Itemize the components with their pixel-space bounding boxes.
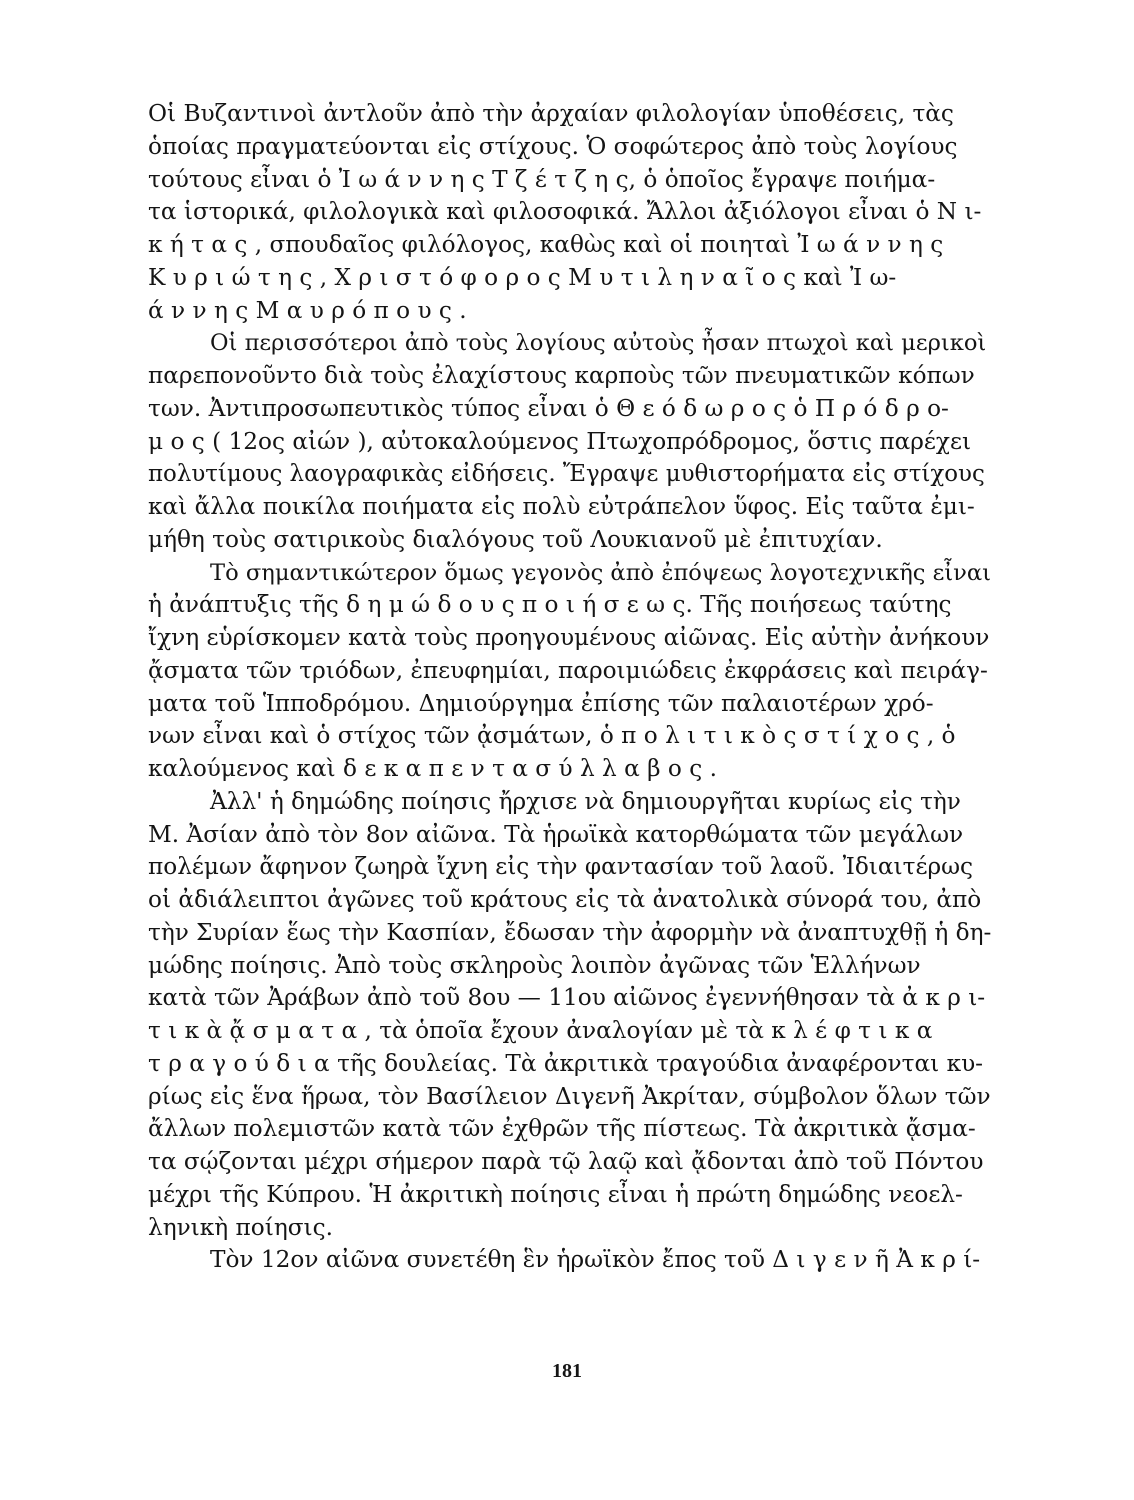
text-line: τ ι κ ὰ ᾄ σ μ α τ α , τὰ ὁποῖα ἔχουν ἀναλογίαν μὲ τὰ κ λ έ φ τ ι κ α [148,1017,933,1044]
text-line: καὶ ἄλλα ποικίλα ποιήματα εἰς πολὺ εὐτράπελον ὕφος. Εἰς ταῦτα ἐμι- [148,493,975,520]
body-text [148,98,992,1277]
text-line: ὁποίας πραγματεύονται εἰς στίχους. Ὁ σοφώτερος ἀπὸ τοὺς λογίους [148,132,958,160]
text-line: οἱ ἀδιάλειπτοι ἀγῶνες τοῦ κράτους εἰς τὰ ἀνατολικὰ σύνορά του, ἀπὸ [148,886,982,913]
text-line: ᾄσματα τῶν τριόδων, ἐπευφημίαι, παροιμιώδεις ἐκφράσεις καὶ πειράγ- [148,656,988,684]
text-line: ἡ ἀνάπτυξις τῆς δ η μ ώ δ ο υ ς π ο ι ή σ ε ω ς. Τῆς ποιήσεως ταύτης [148,591,952,619]
text-line: τα σῴζονται μέχρι σήμερον παρὰ τῷ λαῷ καὶ ᾄδονται ἀπὸ τοῦ Πόντου [148,1148,984,1175]
text-line: τὴν Συρίαν ἕως τὴν Κασπίαν, ἔδωσαν τὴν ἀφορμὴν νὰ ἀναπτυχθῇ ἡ δη- [148,918,992,946]
text-line: Κ υ ρ ι ώ τ η ς , Χ ρ ι σ τ ό φ ο ρ ο ς Μ υ τ ι λ η ν α ῖ ο ς καὶ Ἰ ω- [148,263,897,291]
text-line: τούτους εἶναι ὁ Ἰ ω ά ν ν η ς Τ ζ έ τ ζ η ς, ὁ ὁποῖος ἔγραψε ποιήμα- [148,165,936,193]
text-line: τα ἱστορικά, φιλολογικὰ καὶ φιλοσοφικά. Ἄλλοι ἀξιόλογοι εἶναι ὁ Ν ι- [148,198,982,226]
text-line: καλούμενος καὶ δ ε κ α π ε ν τ α σ ύ λ λ α β ο ς . [148,755,717,782]
text-line: κατὰ τῶν Ἀράβων ἀπὸ τοῦ 8ου — 11ου αἰῶνος ἐγεννήθησαν τὰ ἀ κ ρ ι- [148,984,986,1012]
text-line: των. Ἀντιπροσωπευτικὸς τύπος εἶναι ὁ Θ ε ό δ ω ρ ο ς ὁ Π ρ ό δ ρ ο- [148,394,949,422]
text-line: Οἱ Βυζαντινοὶ ἀντλοῦν ἀπὸ τὴν ἀρχαίαν φιλολογίαν ὑποθέσεις, τὰς [148,100,954,127]
text-line: Μ. Ἀσίαν ἀπὸ τὸν 8ον αἰῶνα. Τὰ ἡρωϊκὰ κατορθώματα τῶν μεγάλων [148,820,964,848]
text-line: μώδης ποίησις. Ἀπὸ τοὺς σκληροὺς λοιπὸν ἀγῶνας τῶν Ἑλλήνων [148,951,921,979]
text-line: πολέμων ἄφηνον ζωηρὰ ἴχνη εἰς τὴν φαντασίαν τοῦ λαοῦ. Ἰδιαιτέρως [148,853,974,881]
text-line: Οἱ περισσότεροι ἀπὸ τοὺς λογίους αὐτοὺς ἦσαν πτωχοὶ καὶ μερικοὶ [210,330,987,357]
text-line: ληνικὴ ποίησις. [148,1213,333,1241]
text-line: Τὸ σημαντικώτερον ὅμως γεγονὸς ἀπὸ ἐπόψεως λογοτεχνικῆς εἶναι [210,559,992,586]
text-line: νων εἶναι καὶ ὁ στίχος τῶν ᾀσμάτων, ὁ π ο λ ι τ ι κ ὸ ς σ τ ί χ ο ς , ὁ [148,722,956,750]
text-line: μήθη τοὺς σατιρικοὺς διαλόγους τοῦ Λουκιανοῦ μὲ ἐπιτυχίαν. [148,525,883,553]
text-line: παρεπονοῦντο διὰ τοὺς ἐλαχίστους καρποὺς τῶν πνευματικῶν κόπων [148,362,975,389]
text-line: μέχρι τῆς Κύπρου. Ἡ ἀκριτικὴ ποίησις εἶναι ἡ πρώτη δημώδης νεοελ- [148,1180,963,1208]
page-number: 181 [552,1360,582,1382]
text-line: τ ρ α γ ο ύ δ ι α τῆς δουλείας. Τὰ ἀκριτικὰ τραγούδια ἀναφέρονται κυ- [148,1049,983,1077]
text-line: Τὸν 12ον αἰῶνα συνετέθη ἓν ἡρωϊκὸν ἔπος τοῦ Δ ι γ ε ν ῆ Ἀ κ ρ ί- [210,1246,981,1274]
text-line: Ἀλλ' ἡ δημώδης ποίησις ἤρχισε νὰ δημιουργῆται κυρίως εἰς τὴν [210,787,961,815]
text-line: μ ο ς ( 12ος αἰών ), αὐτοκαλούμενος Πτωχοπρόδρομος, ὅστις παρέχει [148,427,972,455]
text-line: ματα τοῦ Ἱπποδρόμου. Δημιούργημα ἐπίσης τῶν παλαιοτέρων χρό- [148,689,934,717]
text-line: ἄλλων πολεμιστῶν κατὰ τῶν ἐχθρῶν τῆς πίστεως. Τὰ ἀκριτικὰ ᾄσμα- [148,1115,976,1143]
text-line: κ ή τ α ς , σπουδαῖος φιλόλογος, καθὼς καὶ οἱ ποιηταὶ Ἰ ω ά ν ν η ς [148,231,944,258]
text-line: πολυτίμους λαογραφικὰς εἰδήσεις. Ἔγραψε μυθιστορήματα εἰς στίχους [148,461,985,488]
text-line: ἴχνη εὑρίσκομεν κατὰ τοὺς προηγουμένους αἰῶνας. Εἰς αὐτὴν ἀνήκουν [148,624,990,651]
text-line: ά ν ν η ς Μ α υ ρ ό π ο υ ς . [148,296,467,324]
text-line: ρίως εἰς ἕνα ἥρωα, τὸν Βασίλειον Διγενῆ Ἀκρίταν, σύμβολον ὅλων τῶν [148,1082,991,1110]
